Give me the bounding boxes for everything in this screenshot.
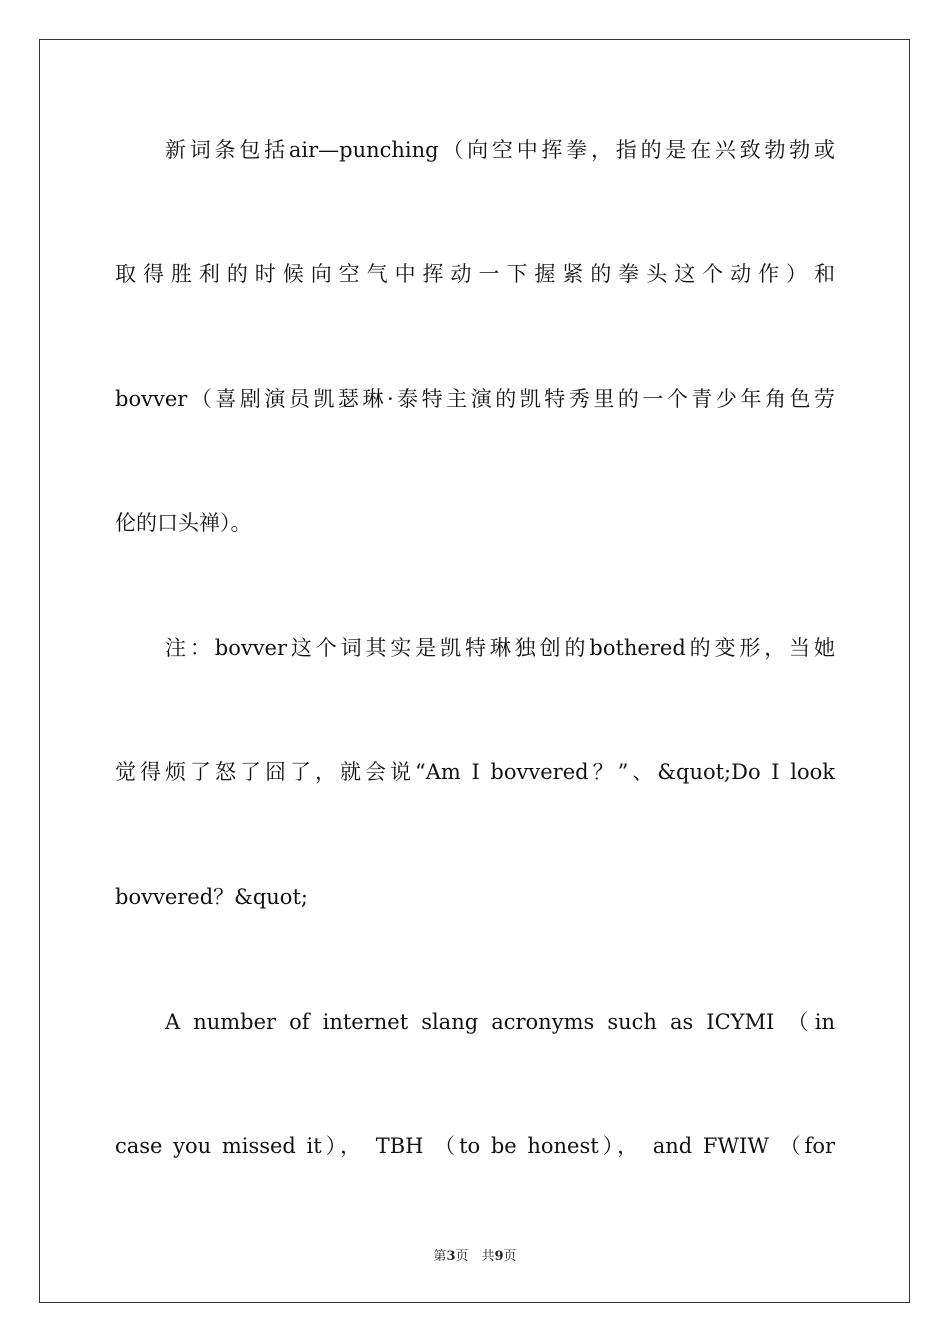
paragraph-2-line-2: 觉得烦了怒了囧了，就会说“Am I bovvered？”、&quot;Do I look [115, 760, 835, 784]
paragraph-2-line-3: bovvered？&quot; [115, 885, 308, 909]
paragraph-3-line-1: A number of internet slang acronyms such as ICYMI （in [165, 1010, 835, 1034]
page-current-number: 3 [446, 1249, 456, 1264]
paragraph-1-line-1: 新词条包括air—punching（向空中挥拳，指的是在兴致勃勃或 [165, 138, 835, 162]
page-label-suffix: 页 [503, 1249, 517, 1264]
paragraph-3-line-2: case you missed it）， TBH （to be honest）， and FWIW （for [115, 1134, 835, 1158]
page-frame [39, 39, 910, 1303]
page-total-number: 9 [494, 1249, 504, 1264]
page-label-prefix: 第 [433, 1249, 447, 1264]
paragraph-1-line-3: bovver（喜剧演员凯瑟琳·泰特主演的凯特秀里的一个青少年角色劳 [115, 387, 835, 411]
page-label-mid: 页 共 [455, 1249, 495, 1264]
paragraph-1-line-2: 取得胜利的时候向空气中挥动一下握紧的拳头这个动作）和 [115, 262, 835, 286]
paragraph-1-line-4: 伦的口头禅）。 [115, 511, 252, 535]
paragraph-2-line-1: 注：bovver这个词其实是凯特琳独创的bothered的变形，当她 [165, 636, 835, 660]
page-footer [0, 1248, 950, 1266]
